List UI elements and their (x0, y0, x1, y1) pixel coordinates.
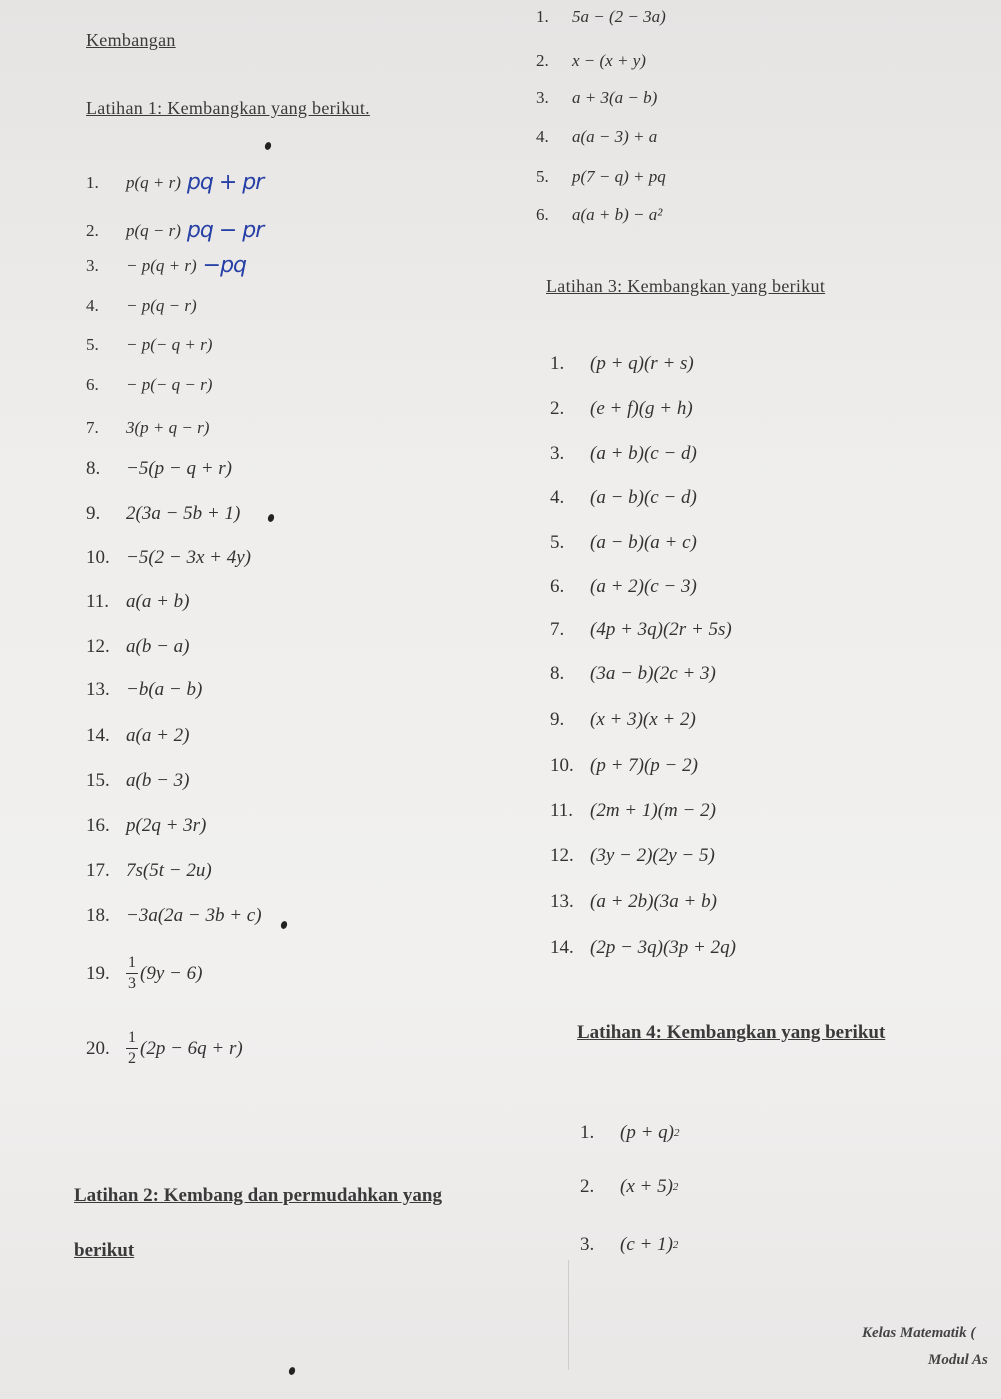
handwritten-answer: pq + pr (186, 170, 264, 195)
item-expression: x − (x + y) (572, 51, 646, 70)
list-item (550, 845, 715, 867)
footer-module: Modul As (928, 1352, 988, 1368)
item-number: 11. (86, 591, 110, 612)
item-expression: (x + 5) (620, 1176, 673, 1197)
list-item (86, 503, 240, 525)
item-number: 6. (86, 375, 99, 394)
fold-line (568, 1260, 569, 1370)
item-number: 10. (550, 755, 574, 776)
item-number: 1. (580, 1122, 595, 1143)
list-item (536, 127, 657, 147)
item-number: 8. (550, 663, 565, 684)
item-number: 1. (536, 7, 549, 26)
latihan3-heading: Latihan 3: Kembangkan yang berikut (546, 276, 826, 296)
list-item (86, 905, 262, 927)
item-number: 3. (550, 443, 565, 464)
item-expression: (a − b)(a + c) (590, 532, 697, 553)
list-item (550, 487, 697, 509)
item-expression: (3a − b)(2c + 3) (590, 663, 716, 684)
fraction (126, 1030, 138, 1067)
list-item (86, 591, 189, 613)
fraction-bar (126, 973, 138, 974)
list-item (86, 375, 212, 395)
list-item (536, 167, 666, 187)
footer-course-title: Kelas Matematik ( (862, 1325, 976, 1341)
handwritten-answer: −pq (202, 253, 247, 278)
item-expression: a(b − a) (126, 636, 190, 657)
list-item (550, 663, 716, 685)
item-expression: (p + q) (620, 1122, 674, 1143)
item-expression: (2p − 6q + r) (140, 1037, 243, 1059)
list-item (86, 170, 263, 195)
item-number: 2. (580, 1176, 595, 1197)
list-item (580, 1122, 679, 1144)
list-item (550, 800, 716, 822)
list-item (86, 679, 202, 701)
item-number: 1. (550, 353, 565, 374)
list-item (86, 253, 246, 278)
list-item (550, 398, 693, 420)
list-item (86, 860, 212, 882)
item-expression: (2m + 1)(m − 2) (590, 800, 716, 821)
list-item (86, 636, 189, 658)
item-number: 14. (86, 725, 110, 746)
item-number: 2. (536, 51, 549, 70)
item-expression: (a + 2)(c − 3) (590, 576, 697, 597)
item-number: 3. (86, 255, 99, 275)
item-expression: p(q + r) (126, 172, 181, 192)
item-number: 12. (550, 845, 574, 866)
item-number: 11. (550, 800, 574, 821)
item-number: 5. (86, 335, 99, 354)
item-number: 9. (86, 503, 101, 524)
latihan1-heading: Latihan 1: Kembangkan yang berikut. (86, 98, 370, 118)
item-expression: − p(q − r) (126, 296, 197, 315)
item-expression: p(q − r) (126, 220, 181, 240)
latihan2-heading-line1: Latihan 2: Kembang dan permudahkan yang (74, 1185, 442, 1206)
item-expression: (p + q)(r + s) (590, 353, 694, 374)
item-expression: −5(p − q + r) (126, 458, 233, 479)
item-number: 18. (86, 905, 110, 926)
list-item (86, 418, 209, 438)
item-number: 19. (86, 962, 110, 984)
ink-dot (288, 1366, 296, 1376)
handwritten-answer: pq − pr (186, 218, 264, 243)
item-expression: − p(q + r) (126, 255, 197, 275)
fraction-bar (126, 1048, 138, 1049)
ink-dot (264, 141, 272, 151)
item-number: 2. (550, 398, 565, 419)
list-item (86, 547, 251, 569)
list-item (550, 755, 698, 777)
item-expression: a(a − 3) + a (572, 127, 658, 146)
list-item (550, 619, 732, 641)
item-number: 6. (550, 576, 565, 597)
item-expression: a(b − 3) (126, 770, 190, 791)
item-number: 12. (86, 636, 110, 657)
item-number: 6. (536, 205, 549, 224)
list-item (550, 891, 717, 913)
item-number: 20. (86, 1037, 110, 1059)
list-item (550, 532, 697, 554)
list-item (86, 296, 197, 316)
list-item (86, 770, 189, 792)
list-item (550, 709, 696, 731)
fraction-denominator: 2 (128, 1050, 136, 1067)
item-number: 15. (86, 770, 110, 791)
item-expression: (a + 2b)(3a + b) (590, 891, 717, 912)
item-expression: − p(− q + r) (126, 335, 213, 354)
ink-dot (267, 513, 275, 523)
list-item (86, 955, 202, 992)
list-item (536, 7, 666, 27)
item-number: 17. (86, 860, 110, 881)
item-expression: (a + b)(c − d) (590, 443, 697, 464)
list-item (580, 1176, 678, 1198)
item-expression: a(a + b) − a² (572, 205, 663, 224)
item-number: 10. (86, 547, 110, 568)
list-item (550, 576, 697, 598)
item-expression: (p + 7)(p − 2) (590, 755, 698, 776)
item-expression: 5a − (2 − 3a) (572, 7, 666, 26)
latihan2-heading-line2: berikut (74, 1240, 135, 1261)
item-number: 8. (86, 458, 101, 479)
latihan4-heading: Latihan 4: Kembangkan yang berikut (577, 1022, 886, 1043)
item-expression: 2(3a − 5b + 1) (126, 503, 241, 524)
item-expression: (c + 1) (620, 1234, 673, 1255)
item-number: 5. (536, 167, 549, 186)
item-number: 5. (550, 532, 565, 553)
item-expression: 3(p + q − r) (126, 418, 210, 437)
list-item (536, 205, 662, 225)
list-item (580, 1234, 678, 1256)
fraction (126, 955, 138, 992)
item-exponent: 2 (673, 1127, 680, 1139)
item-expression: a(a + b) (126, 591, 190, 612)
item-number: 4. (86, 296, 99, 315)
list-item (86, 218, 263, 243)
item-expression: (x + 3)(x + 2) (590, 709, 696, 730)
item-exponent: 2 (672, 1239, 679, 1251)
item-expression: −3a(2a − 3b + c) (126, 905, 262, 926)
item-number: 4. (536, 127, 549, 146)
list-item (86, 335, 212, 355)
item-expression: (e + f)(g + h) (590, 398, 693, 419)
ink-dot (280, 920, 288, 930)
list-item (86, 725, 189, 747)
item-expression: p(2q + 3r) (126, 815, 207, 836)
fraction-numerator: 1 (128, 954, 136, 971)
fraction-numerator: 1 (128, 1029, 136, 1046)
item-expression: −b(a − b) (126, 679, 203, 700)
item-number: 13. (86, 679, 110, 700)
item-number: 16. (86, 815, 110, 836)
list-item (86, 458, 232, 480)
item-number: 2. (86, 220, 99, 240)
item-expression: −5(2 − 3x + 4y) (126, 547, 251, 568)
item-number: 14. (550, 937, 574, 958)
item-expression: 7s(5t − 2u) (126, 860, 212, 881)
page-title: Kembangan (86, 30, 176, 50)
item-expression: − p(− q − r) (126, 375, 213, 394)
item-expression: (4p + 3q)(2r + 5s) (590, 619, 732, 640)
item-number: 7. (86, 418, 99, 437)
fraction-denominator: 3 (128, 975, 136, 992)
item-expression: (3y − 2)(2y − 5) (590, 845, 715, 866)
item-expression: a(a + 2) (126, 725, 190, 746)
item-number: 4. (550, 487, 565, 508)
item-expression: (9y − 6) (140, 962, 203, 984)
list-item (536, 51, 646, 71)
item-number: 3. (580, 1234, 595, 1255)
list-item (550, 353, 694, 375)
item-number: 9. (550, 709, 565, 730)
item-number: 13. (550, 891, 574, 912)
item-exponent: 2 (672, 1181, 679, 1193)
list-item (536, 88, 657, 108)
list-item (86, 815, 206, 837)
item-number: 1. (86, 172, 99, 192)
list-item (86, 1030, 243, 1067)
item-expression: p(7 − q) + pq (572, 167, 666, 186)
item-expression: a + 3(a − b) (572, 88, 658, 107)
list-item (550, 443, 697, 465)
item-expression: (a − b)(c − d) (590, 487, 697, 508)
list-item (550, 937, 736, 959)
item-expression: (2p − 3q)(3p + 2q) (590, 937, 736, 958)
item-number: 7. (550, 619, 565, 640)
item-number: 3. (536, 88, 549, 107)
